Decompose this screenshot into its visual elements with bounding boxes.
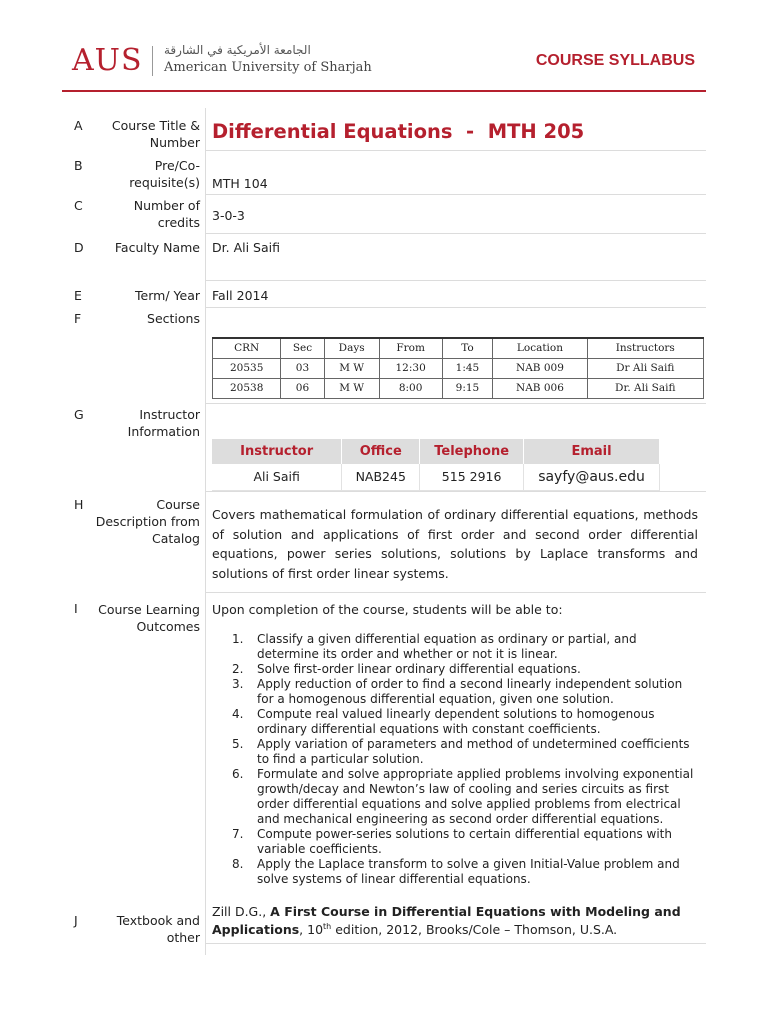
row-letter-h: H xyxy=(74,497,84,512)
table-cell: 1:45 xyxy=(442,358,493,378)
list-item-text: Apply reduction of order to find a second linearly independent solution for a homogenous differential equation, given one solution. xyxy=(257,677,683,706)
table-cell: 20535 xyxy=(213,358,281,378)
course-description: Covers mathematical formulation of ordinary differential equations, methods of solution and applications of first order and second order differential equations, power series solutions, solutions by Laplace transforms and solutions of first order linear systems. xyxy=(212,507,698,581)
table-cell: 06 xyxy=(281,378,324,398)
prerequisite-value: MTH 104 xyxy=(212,176,268,191)
instructor-table xyxy=(212,439,660,491)
column-divider xyxy=(205,108,206,955)
row-divider xyxy=(205,307,706,308)
table-cell: 8:00 xyxy=(379,378,442,398)
label-textbook: Textbook and other xyxy=(116,913,200,945)
list-item-number: 3. xyxy=(232,677,244,691)
row-letter-a: A xyxy=(74,118,83,133)
document-title: COURSE SYLLABUS xyxy=(535,52,695,69)
row-letter-d: D xyxy=(74,240,84,255)
list-item xyxy=(232,707,702,737)
table-row xyxy=(212,464,660,490)
row-letter-e: E xyxy=(74,288,82,303)
row-letter-f: F xyxy=(74,311,82,326)
sections-header-cell: From xyxy=(379,338,442,358)
logo-divider xyxy=(152,46,153,76)
row-divider xyxy=(205,403,706,404)
list-item-number: 6. xyxy=(232,767,244,781)
table-cell: M W xyxy=(324,358,379,378)
row-letter-j: J xyxy=(74,913,78,928)
instructor-header-cell: Instructor xyxy=(212,439,342,464)
sections-header-cell: CRN xyxy=(213,338,281,358)
table-cell: NAB 009 xyxy=(493,358,587,378)
credits-value: 3-0-3 xyxy=(212,208,245,223)
list-item-text: Formulate and solve appropriate applied problems involving exponential growth/decay and Newton’s law of cooling and series circuits as first order differential equations and solve applied problems from electrical and mechanical engineering as second order differential equations. xyxy=(257,767,694,826)
aus-logo-mark: AUS xyxy=(72,43,143,78)
instructor-name: Ali Saifi xyxy=(212,464,342,490)
label-course-description: Course Description from Catalog xyxy=(95,497,200,546)
list-item-text: Apply the Laplace transform to solve a given Initial-Value problem and solve systems of linear differential equations. xyxy=(257,857,680,886)
row-divider xyxy=(205,592,706,593)
sections-table xyxy=(212,337,704,399)
row-letter-c: C xyxy=(74,198,83,213)
instructor-header-cell: Telephone xyxy=(420,439,524,464)
list-item xyxy=(232,767,702,827)
table-cell: Dr Ali Saifi xyxy=(587,358,703,378)
header-rule xyxy=(62,90,706,92)
table-cell: 12:30 xyxy=(379,358,442,378)
table-row xyxy=(213,358,704,378)
textbook-edition: , 10 xyxy=(299,922,324,937)
row-divider xyxy=(205,943,706,944)
label-term-year: Term/ Year xyxy=(135,288,200,303)
table-cell: NAB 006 xyxy=(493,378,587,398)
list-item xyxy=(232,632,702,662)
list-item-number: 2. xyxy=(232,662,244,676)
list-item xyxy=(232,662,702,677)
sections-header-cell: Days xyxy=(324,338,379,358)
instructor-email-link[interactable]: sayfy@aus.edu xyxy=(524,464,660,490)
table-cell: 9:15 xyxy=(442,378,493,398)
instructor-header-cell: Office xyxy=(342,439,420,464)
page-header xyxy=(0,0,768,100)
row-divider xyxy=(205,280,706,281)
label-faculty-name: Faculty Name xyxy=(114,240,200,255)
list-item-text: Apply variation of parameters and method of undetermined coefficients to find a particular solution. xyxy=(257,737,690,766)
list-item xyxy=(232,677,702,707)
list-item-text: Compute real valued linearly dependent solutions to homogenous ordinary differential equations with constant coefficients. xyxy=(257,707,655,736)
textbook-citation xyxy=(212,903,702,939)
list-item-number: 1. xyxy=(232,632,244,646)
label-learning-outcomes: Course Learning Outcomes xyxy=(98,602,200,634)
sections-header-cell: Sec xyxy=(281,338,324,358)
list-item-number: 4. xyxy=(232,707,244,721)
instructor-header-cell: Email xyxy=(524,439,660,464)
row-divider xyxy=(205,233,706,234)
list-item-text: Classify a given differential equation as ordinary or partial, and determine its order and whether or not it is linear. xyxy=(257,632,637,661)
list-item-number: 7. xyxy=(232,827,244,841)
list-item-text: Solve first-order linear ordinary differential equations. xyxy=(257,662,581,676)
row-letter-i: I xyxy=(74,601,78,616)
label-course-title: Course Title & Number xyxy=(111,118,200,150)
outcomes-intro: Upon completion of the course, students will be able to: xyxy=(212,602,563,617)
table-cell: M W xyxy=(324,378,379,398)
label-credits: Number of credits xyxy=(133,198,200,230)
sections-header-cell: To xyxy=(442,338,493,358)
textbook-publisher: edition, 2012, Brooks/Cole – Thomson, U.S.A. xyxy=(331,922,618,937)
faculty-name-value: Dr. Ali Saifi xyxy=(212,240,280,255)
list-item-text: Compute power-series solutions to certain differential equations with variable coefficients. xyxy=(257,827,672,856)
textbook-title: A First Course in Differential Equations with Modeling and Applications xyxy=(212,904,681,937)
outcomes-list xyxy=(232,632,702,887)
instructor-header-row xyxy=(212,439,660,464)
textbook-edition-suffix: th xyxy=(323,921,332,931)
logo-english-text: American University of Sharjah xyxy=(164,60,372,75)
row-divider xyxy=(205,491,706,492)
textbook-author: Zill D.G., xyxy=(212,904,271,919)
label-instructor-info: Instructor Information xyxy=(127,407,200,439)
label-sections: Sections xyxy=(147,311,200,326)
instructor-telephone: 515 2916 xyxy=(420,464,524,490)
table-cell: 20538 xyxy=(213,378,281,398)
list-item-number: 8. xyxy=(232,857,244,871)
label-prerequisites: Pre/Co-requisite(s) xyxy=(129,158,200,190)
list-item-number: 5. xyxy=(232,737,244,751)
row-divider xyxy=(205,150,706,151)
instructor-office: NAB245 xyxy=(342,464,420,490)
list-item xyxy=(232,827,702,857)
row-letter-g: G xyxy=(74,407,84,422)
list-item xyxy=(232,857,702,887)
list-item xyxy=(232,737,702,767)
term-year-value: Fall 2014 xyxy=(212,288,269,303)
sections-header-row xyxy=(213,338,704,358)
row-letter-b: B xyxy=(74,158,83,173)
table-cell: 03 xyxy=(281,358,324,378)
course-title: Differential Equations - MTH 205 xyxy=(212,120,585,143)
logo-arabic-text: الجامعة الأمريكية في الشارقة xyxy=(164,43,311,57)
table-cell: Dr. Ali Saifi xyxy=(587,378,703,398)
table-row xyxy=(213,378,704,398)
sections-header-cell: Instructors xyxy=(587,338,703,358)
row-divider xyxy=(205,194,706,195)
sections-header-cell: Location xyxy=(493,338,587,358)
